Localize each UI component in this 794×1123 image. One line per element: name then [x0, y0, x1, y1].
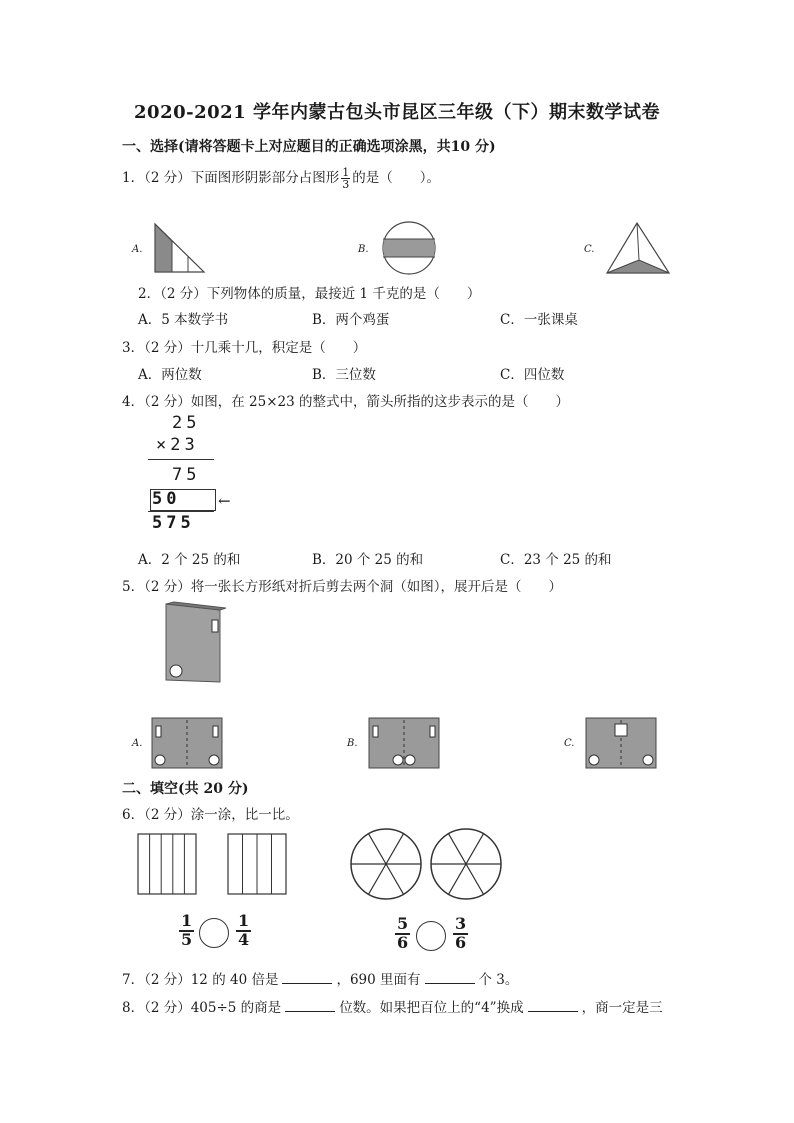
- question-8-text: 位数。如果把百位上的“4”换成: [339, 1000, 524, 1016]
- q1-option-a-triangle[interactable]: [152, 222, 207, 274]
- fraction-one-third: [341, 167, 350, 190]
- folded-paper-figure: [160, 600, 232, 686]
- fraction-denominator: 3: [342, 178, 350, 191]
- q4-option-a[interactable]: A．2 个 25 的和: [138, 552, 241, 568]
- q5-option-b-label[interactable]: B.: [347, 738, 358, 749]
- q2-option-b[interactable]: B．两个鸡蛋: [312, 312, 390, 328]
- section-1-heading: 一、选择(请将答题卡上对应题目的正确选项涂黑，共10 分): [122, 139, 496, 155]
- multiplicand: 25: [172, 413, 201, 433]
- q5-option-a-figure[interactable]: [150, 716, 225, 770]
- q1-option-a-label[interactable]: A.: [132, 244, 143, 255]
- divider-line: [148, 511, 214, 512]
- q1-option-c-triangle[interactable]: [603, 220, 673, 278]
- answer-blank[interactable]: [282, 971, 332, 984]
- q3-option-c[interactable]: C．四位数: [500, 367, 565, 383]
- q1-option-c-label[interactable]: C.: [584, 244, 595, 255]
- fraction-denominator: 6: [455, 933, 467, 952]
- highlight-box: [150, 489, 216, 511]
- circle-sixths-left[interactable]: [348, 826, 424, 902]
- product: 575: [152, 513, 195, 533]
- q3-option-b[interactable]: B．三位数: [312, 367, 376, 383]
- fraction-numerator: 3: [455, 914, 467, 933]
- partial-product-1: 75: [172, 465, 201, 485]
- fraction-five-sixths: [395, 916, 410, 951]
- answer-blank[interactable]: [285, 999, 335, 1012]
- question-2: 2．（2 分）下列物体的质量，最接近 1 千克的是（ ）: [138, 286, 481, 302]
- rectangle-fifths[interactable]: [136, 832, 198, 896]
- arrow-left-icon: ←: [218, 492, 231, 510]
- q3-option-a[interactable]: A．两位数: [138, 367, 202, 383]
- question-7-text: 个 3。: [478, 972, 519, 988]
- question-1-text-after: 的是（ ）。: [352, 170, 440, 186]
- vertical-multiplication: [146, 413, 246, 538]
- compare-circle-2[interactable]: [416, 921, 446, 951]
- fraction-one-fourth: [236, 913, 251, 948]
- question-1: [122, 166, 440, 190]
- question-6: 6．（2 分）涂一涂，比一比。: [122, 807, 299, 823]
- multiplier: ×23: [156, 435, 199, 455]
- q1-option-b-circle[interactable]: [378, 220, 440, 276]
- question-8-text: 8．（2 分）405÷5 的商是: [122, 1000, 282, 1016]
- partial-product-2: 50: [152, 489, 181, 509]
- fraction-numerator: 1: [181, 911, 193, 930]
- q2-option-a[interactable]: A．5 本数学书: [138, 312, 229, 328]
- question-8-text: ，商一定是三: [581, 1000, 663, 1016]
- question-1-text-before: 1．（2 分）下面图形阴影部分占图形: [122, 170, 340, 186]
- divider-line: [148, 459, 214, 460]
- question-3: 3．（2 分）十几乘十几，积定是（ ）: [122, 340, 367, 356]
- q5-option-c-figure[interactable]: [584, 716, 659, 770]
- fraction-three-sixths: [453, 916, 468, 951]
- fraction-denominator: 5: [181, 930, 193, 949]
- rectangle-quarters[interactable]: [226, 832, 288, 896]
- q4-option-c[interactable]: C．23 个 25 的和: [500, 552, 612, 568]
- fraction-one-fifth: [179, 913, 194, 948]
- fraction-numerator: 5: [397, 914, 409, 933]
- q5-option-a-label[interactable]: A.: [132, 738, 143, 749]
- question-7-text: 7．（2 分）12 的 40 倍是: [122, 972, 279, 988]
- question-5: 5．（2 分）将一张长方形纸对折后剪去两个洞（如图），展开后是（ ）: [122, 579, 562, 595]
- q2-option-c[interactable]: C．一张课桌: [500, 312, 578, 328]
- page-title: 2020-2021 学年内蒙古包头市昆区三年级（下）期末数学试卷: [134, 102, 660, 123]
- circle-sixths-right[interactable]: [428, 826, 504, 902]
- question-8: [122, 996, 663, 1016]
- section-2-heading: 二、填空(共 20 分): [122, 781, 249, 797]
- answer-blank[interactable]: [528, 999, 578, 1012]
- answer-blank[interactable]: [425, 971, 475, 984]
- question-7: [122, 968, 518, 988]
- compare-circle-1[interactable]: [199, 918, 229, 948]
- fraction-numerator: 1: [342, 166, 350, 179]
- question-4: 4．（2 分）如图，在 25×23 的整式中，箭头所指的这步表示的是（ ）: [122, 394, 569, 410]
- fraction-numerator: 1: [238, 911, 250, 930]
- q4-option-b[interactable]: B．20 个 25 的和: [312, 552, 424, 568]
- question-7-text: ，690 里面有: [336, 972, 421, 988]
- q1-option-b-label[interactable]: B.: [358, 244, 369, 255]
- fraction-denominator: 4: [238, 930, 250, 949]
- q5-option-c-label[interactable]: C.: [564, 738, 575, 749]
- fraction-denominator: 6: [397, 933, 409, 952]
- q5-option-b-figure[interactable]: [367, 716, 442, 770]
